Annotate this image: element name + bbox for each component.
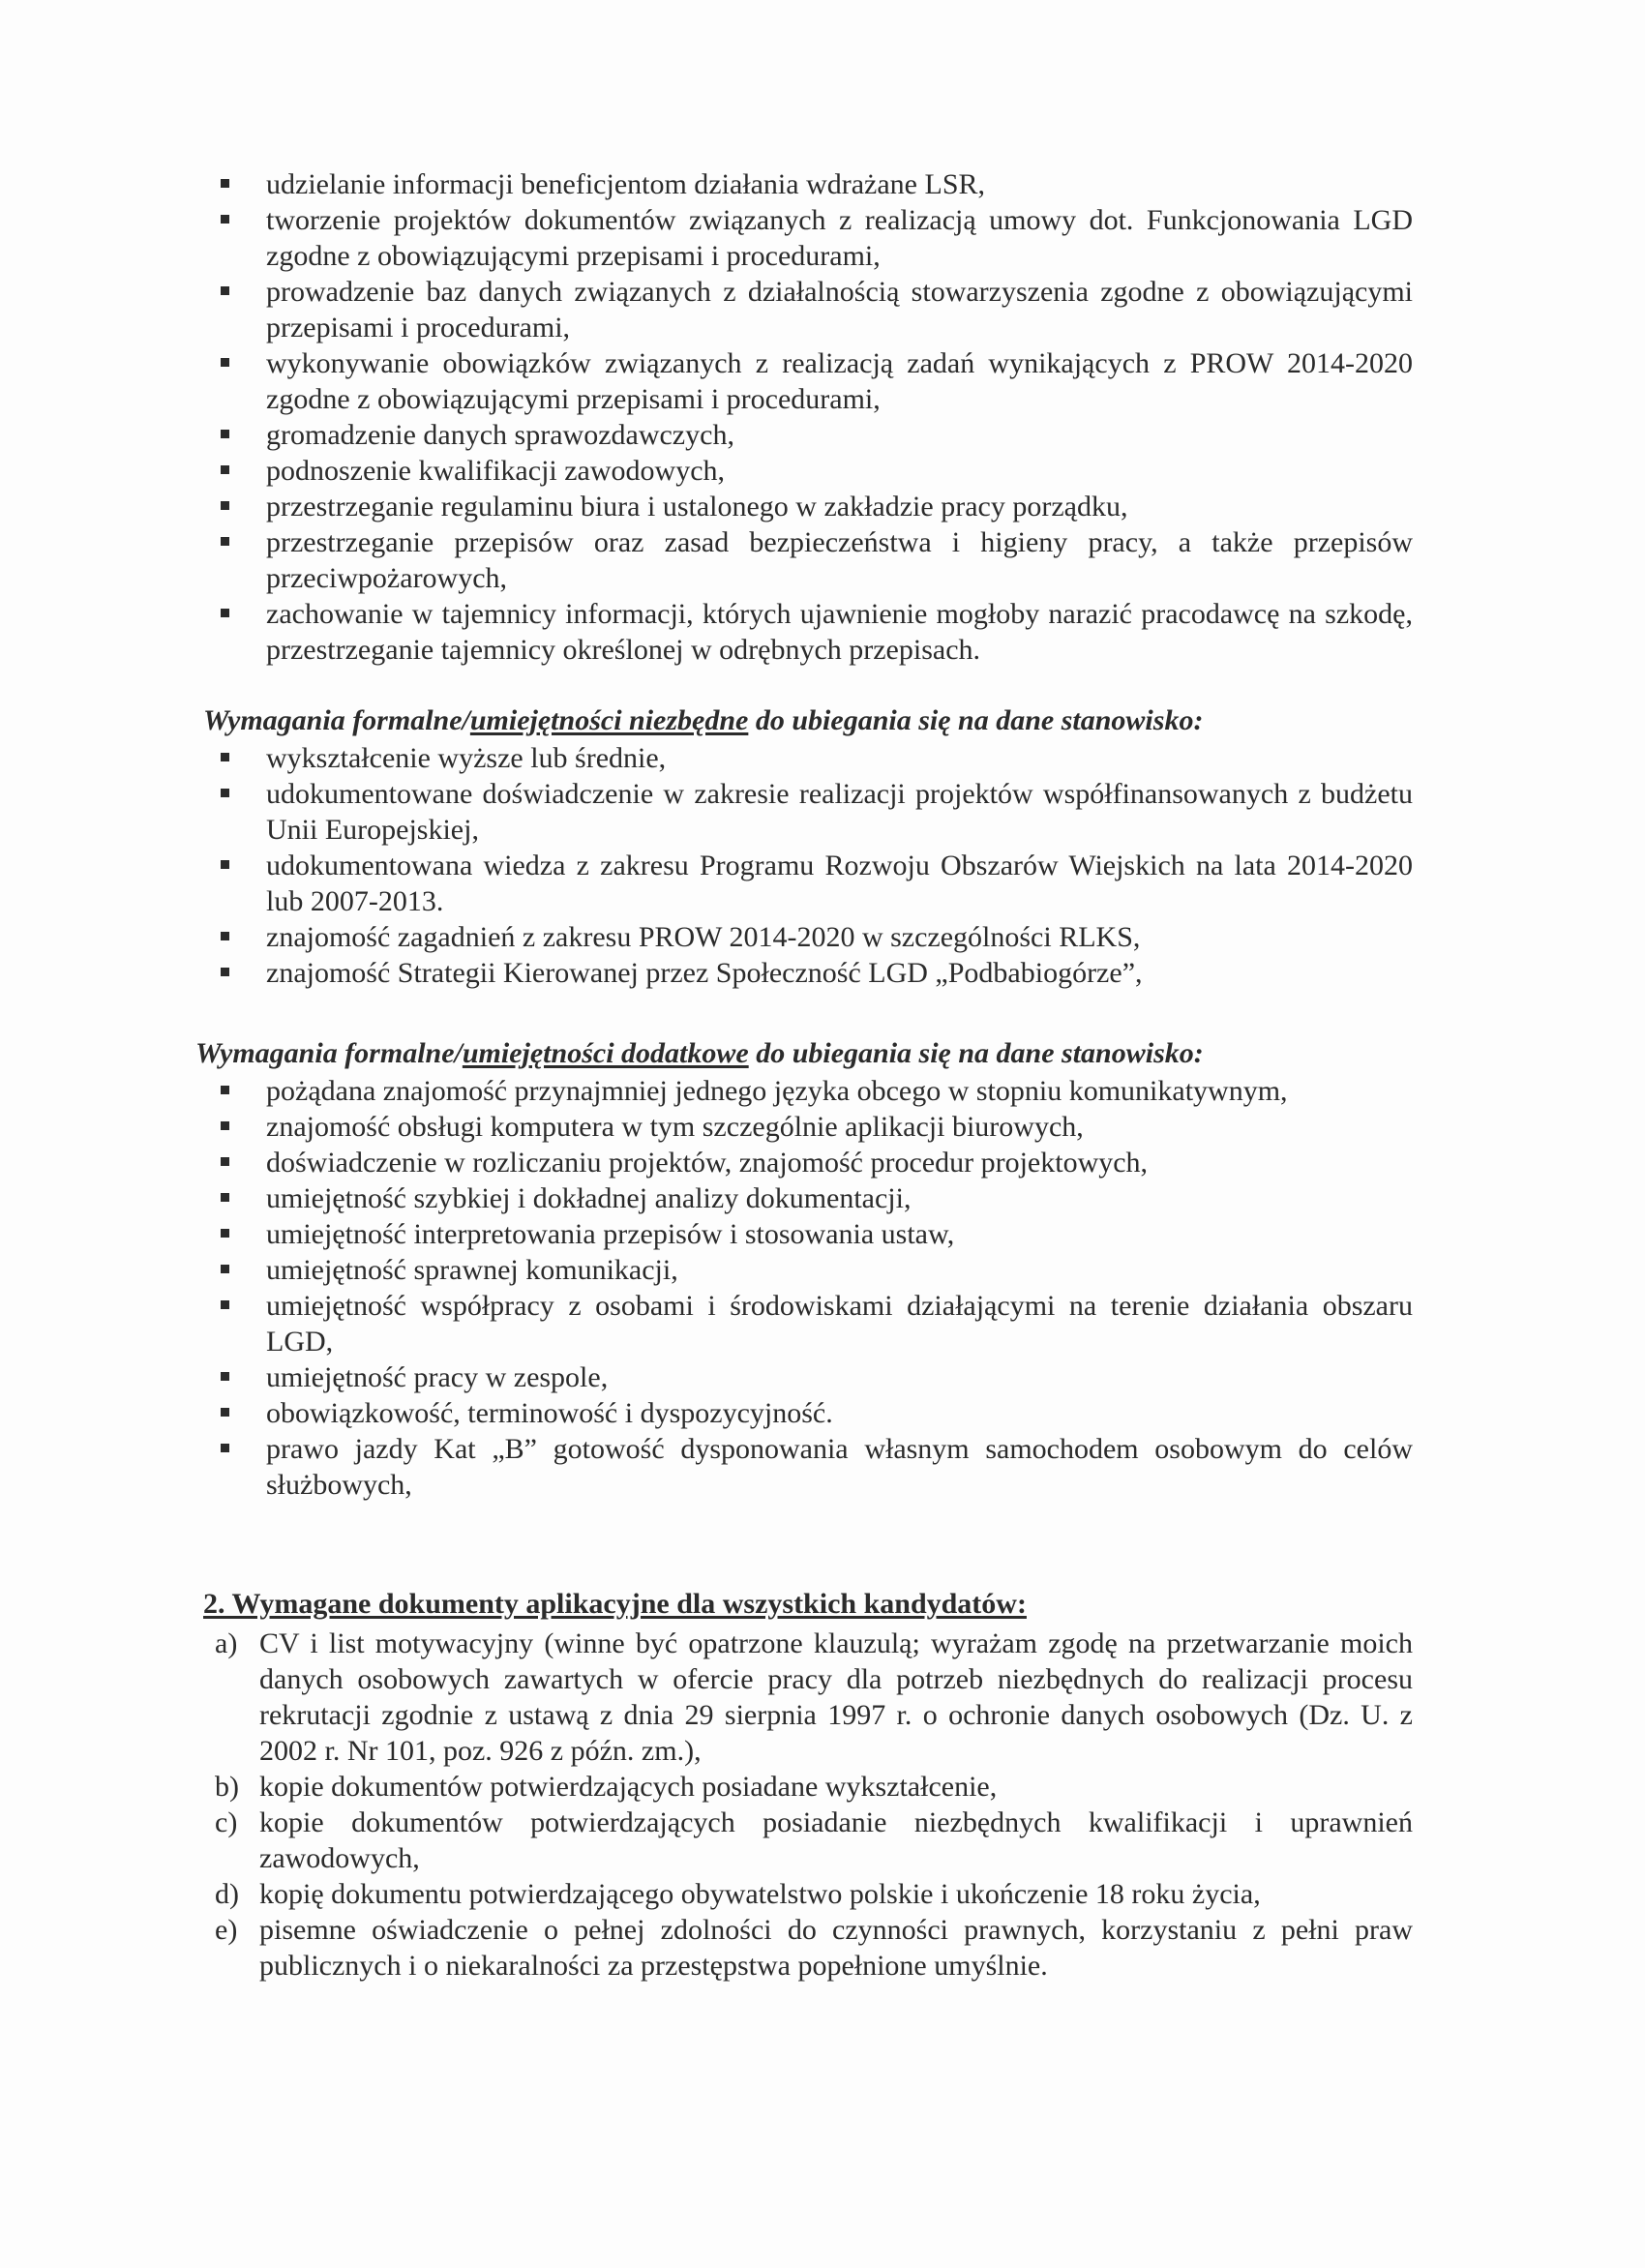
item-text: CV i list motywacyjny (winne być opatrzone klauzulą; wyrażam zgodę na przetwarzanie moich danych osobowych zawartych w ofercie pracy dla potrzeb niezbędnych do realizacji procesu rekrutacji zgodnie z ustawą z dnia 29 sierpnia 1997 r. o ochronie danych osobowych (Dz. U. z 2002 r. Nr 101, poz. 926 z późn. zm.), xyxy=(259,1627,1413,1767)
list-item: przestrzeganie przepisów oraz zasad bezpieczeństwa i higieny pracy, a także przepisów przeciwpożarowych, xyxy=(203,524,1413,596)
document-content xyxy=(195,166,1413,1984)
required-documents-heading: 2. Wymagane dokumenty aplikacyjne dla wszystkich kandydatów: xyxy=(203,1588,1027,1620)
list-item: udokumentowana wiedza z zakresu Programu Rozwoju Obszarów Wiejskich na lata 2014-2020 lub 2007-2013. xyxy=(203,848,1413,919)
list-item: tworzenie projektów dokumentów związanych z realizacją umowy dot. Funkcjonowania LGD zgodne z obowiązującymi przepisami i procedurami, xyxy=(203,202,1413,274)
required-documents-list xyxy=(203,1626,1413,1984)
list-item: umiejętność sprawnej komunikacji, xyxy=(203,1252,1413,1288)
list-item: obowiązkowość, terminowość i dyspozycyjność. xyxy=(203,1395,1413,1431)
list-item: umiejętność szybkiej i dokładnej analizy dokumentacji, xyxy=(203,1180,1413,1216)
list-item: doświadczenie w rozliczaniu projektów, znajomość procedur projektowych, xyxy=(203,1145,1413,1180)
list-item: wykonywanie obowiązków związanych z realizacją zadań wynikających z PROW 2014-2020 zgodne z obowiązującymi przepisami i procedurami, xyxy=(203,345,1413,417)
list-item: znajomość zagadnień z zakresu PROW 2014-2020 w szczególności RLKS, xyxy=(203,919,1413,955)
item-letter: d) xyxy=(215,1878,239,1910)
list-item: umiejętność współpracy z osobami i środowiskami działającymi na terenie działania obszaru LGD, xyxy=(203,1288,1413,1359)
list-item: podnoszenie kwalifikacji zawodowych, xyxy=(203,453,1413,489)
heading-text: do ubiegania się na dane stanowisko: xyxy=(748,704,1204,736)
list-item xyxy=(203,1912,1413,1984)
list-item: zachowanie w tajemnicy informacji, których ujawnienie mogłoby narazić pracodawcę na szkodę, przestrzeganie tajemnicy określonej w odrębnych przepisach. xyxy=(203,596,1413,668)
required-skills-heading xyxy=(203,702,1413,738)
list-item: udokumentowane doświadczenie w zakresie realizacji projektów współfinansowanych z budżetu Unii Europejskiej, xyxy=(203,776,1413,848)
item-letter: a) xyxy=(215,1627,238,1659)
list-item: gromadzenie danych sprawozdawczych, xyxy=(203,417,1413,453)
list-item: prawo jazdy Kat „B” gotowość dysponowania własnym samochodem osobowym do celów służbowych, xyxy=(203,1431,1413,1503)
heading-underlined-text: umiejętności dodatkowe xyxy=(462,1037,749,1069)
heading-text: Wymagania formalne/ xyxy=(203,704,470,736)
required-skills-list xyxy=(203,740,1413,991)
list-item: wykształcenie wyższe lub średnie, xyxy=(203,740,1413,776)
item-letter: b) xyxy=(215,1771,239,1803)
duties-list xyxy=(203,166,1413,668)
list-item: prowadzenie baz danych związanych z działalnością stowarzyszenia zgodne z obowiązującymi przepisami i procedurami, xyxy=(203,274,1413,345)
list-item: przestrzeganie regulaminu biura i ustalonego w zakładzie pracy porządku, xyxy=(203,489,1413,524)
list-item xyxy=(203,1876,1413,1912)
list-item: umiejętność interpretowania przepisów i stosowania ustaw, xyxy=(203,1216,1413,1252)
list-item: znajomość Strategii Kierowanej przez Społeczność LGD „Podbabiogórze”, xyxy=(203,955,1413,991)
list-item: umiejętność pracy w zespole, xyxy=(203,1359,1413,1395)
item-text: kopię dokumentu potwierdzającego obywatelstwo polskie i ukończenie 18 roku życia, xyxy=(259,1878,1261,1910)
item-text: kopie dokumentów potwierdzających posiadanie niezbędnych kwalifikacji i uprawnień zawodowych, xyxy=(259,1806,1413,1874)
item-text: pisemne oświadczenie o pełnej zdolności do czynności prawnych, korzystaniu z pełni praw publicznych i o niekaralności za przestępstwa popełnione umyślnie. xyxy=(259,1914,1413,1982)
list-item xyxy=(203,1626,1413,1769)
heading-text: Wymagania formalne/ xyxy=(195,1037,463,1069)
item-letter: e) xyxy=(215,1914,238,1946)
item-text: kopie dokumentów potwierdzających posiadane wykształcenie, xyxy=(259,1771,998,1803)
additional-skills-heading xyxy=(195,1035,1413,1071)
heading-text: do ubiegania się na dane stanowisko: xyxy=(748,1037,1204,1069)
item-letter: c) xyxy=(215,1806,238,1838)
list-item xyxy=(203,1805,1413,1876)
list-item xyxy=(203,1769,1413,1805)
list-item: pożądana znajomość przynajmniej jednego języka obcego w stopniu komunikatywnym, xyxy=(203,1073,1413,1109)
list-item: znajomość obsługi komputera w tym szczególnie aplikacji biurowych, xyxy=(203,1109,1413,1145)
heading-underlined-text: umiejętności niezbędne xyxy=(469,704,749,736)
additional-skills-list xyxy=(203,1073,1413,1503)
list-item: udzielanie informacji beneficjentom działania wdrażane LSR, xyxy=(203,166,1413,202)
